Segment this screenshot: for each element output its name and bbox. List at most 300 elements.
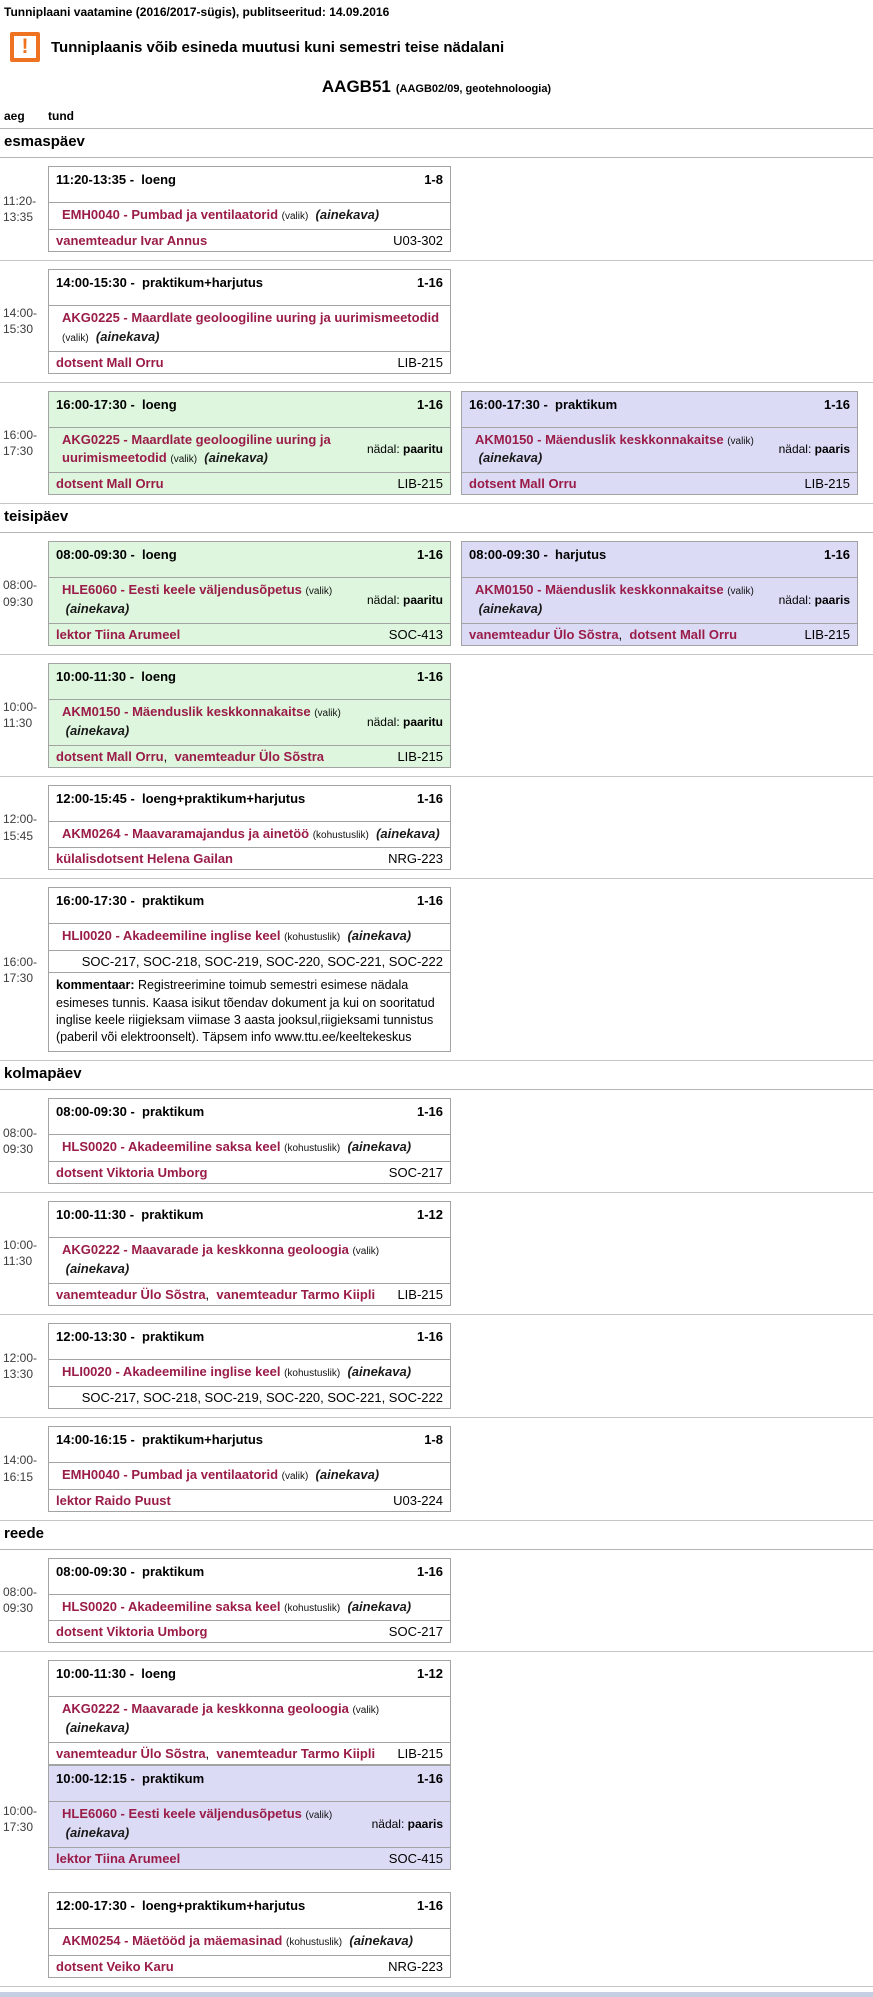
card-course-row	[49, 427, 450, 473]
slot-time	[0, 1660, 48, 1977]
card-time-range: 16:00-17:30	[469, 396, 540, 412]
card-header	[49, 270, 450, 305]
course-link[interactable]: EMH0040 - Pumbad ja ventilaatorid	[62, 207, 279, 222]
warning-icon: !	[10, 32, 40, 62]
room-label: SOC-415	[388, 1850, 443, 1866]
card-course-row	[49, 202, 450, 229]
course-link[interactable]: AKG0225 - Maardlate geoloogiline uuring ja uurimismeetodid	[62, 309, 440, 325]
week-parity-value: paaritu	[402, 442, 443, 457]
comment-label: kommentaar:	[56, 978, 138, 993]
card-header	[49, 1099, 450, 1134]
week-parity	[769, 442, 850, 456]
course-kind-label: (valik)	[62, 332, 89, 344]
card-course-row	[49, 821, 450, 848]
slot-time-line: 16:00-	[3, 954, 38, 969]
card-course-row	[49, 577, 450, 623]
card-time-type: 16:00-17:30 - loeng	[56, 396, 177, 412]
day-header-kolmapäev: kolmapäev	[0, 1061, 873, 1090]
card-lesson-type: loeng	[141, 172, 176, 187]
slot-time-line: 09:30	[3, 594, 34, 609]
slot-time-line: 11:30	[3, 1254, 33, 1269]
card-time-range: 08:00-09:30	[56, 1563, 127, 1579]
slot-row	[0, 261, 873, 383]
card-header	[49, 664, 450, 699]
course-link[interactable]: HLE6060 - Eesti keele väljendusõpetus	[62, 1806, 302, 1822]
week-parity-value: paaris	[814, 593, 850, 608]
course-link[interactable]: HLI0020 - Akadeemiline inglise keel	[62, 1363, 281, 1379]
lesson-card	[48, 1558, 451, 1644]
card-footer	[49, 1620, 450, 1642]
ainekava-link[interactable]: (ainekava)	[349, 1932, 413, 1948]
ainekava-link[interactable]: (ainekava)	[65, 1824, 130, 1840]
slot-cards-left	[48, 1201, 451, 1306]
slot-time	[0, 1323, 48, 1409]
room-label: U03-302	[393, 232, 443, 248]
lecturer-link[interactable]: lektor Raido Puust	[56, 1492, 171, 1508]
card-weeks: 1-12	[416, 1666, 443, 1682]
card-lesson-type: praktikum	[141, 1207, 204, 1223]
slot-time-line: 08:00-	[3, 1585, 38, 1600]
lecturers: vanemteadur Ülo Sõstra, vanemteadur Tarmo Kiipli	[56, 1746, 376, 1762]
card-lesson-type: loeng	[141, 1666, 176, 1682]
week-parity-label: nädal:	[366, 714, 403, 729]
week-parity-label: nädal:	[778, 442, 815, 457]
course-kind-label: (kohustuslik)	[312, 829, 369, 841]
card-lesson-type: loeng+praktikum+harjutus	[142, 790, 306, 806]
card-weeks: 1-16	[416, 668, 443, 684]
slot-row	[0, 158, 873, 261]
slot-row	[0, 1193, 873, 1315]
ainekava-link[interactable]: (ainekava)	[65, 722, 130, 738]
course-link[interactable]: AKM0150 - Mäenduslik keskkonnakaitse	[475, 582, 724, 598]
card-footer	[49, 1489, 450, 1511]
slot-cards-right	[461, 541, 858, 646]
course-info	[56, 1241, 443, 1279]
lecturer-link[interactable]: vanemteadur Ülo Sõstra	[469, 626, 619, 642]
slot-time-line: 10:00-	[3, 1803, 38, 1818]
course-kind-label: (valik)	[281, 1470, 309, 1482]
course-info	[56, 1363, 411, 1382]
room-label: SOC-217	[388, 1624, 443, 1640]
card-lesson-type: praktikum	[142, 1771, 205, 1787]
day-header-teisipäev: teisipäev	[0, 504, 873, 533]
card-time-range: 10:00-12:15	[56, 1771, 127, 1787]
slot-time-line: 16:15	[3, 1469, 34, 1484]
lesson-card	[48, 663, 451, 768]
slot-row	[0, 533, 873, 655]
card-footer	[49, 472, 450, 494]
room-label: LIB-215	[804, 626, 850, 642]
slot-time-line: 11:30	[3, 716, 33, 731]
lecturers: vanemteadur Ülo Sõstra, dotsent Mall Orru	[469, 626, 738, 642]
card-header	[49, 167, 450, 202]
lecturers	[56, 1624, 207, 1639]
lecturer-link[interactable]: dotsent Viktoria Umborg	[56, 1624, 208, 1640]
lesson-card	[48, 887, 451, 1052]
lesson-card	[48, 1892, 451, 1978]
course-link[interactable]: HLS0020 - Akadeemiline saksa keel	[62, 1598, 281, 1614]
course-kind-label: (valik)	[305, 1810, 333, 1822]
card-time-type: 12:00-13:30 - praktikum	[56, 1328, 205, 1344]
course-link[interactable]: EMH0040 - Pumbad ja ventilaatorid	[62, 1466, 279, 1482]
card-header	[49, 1766, 450, 1801]
card-lesson-type: loeng+praktikum+harjutus	[142, 1897, 306, 1913]
card-header	[49, 786, 450, 821]
ainekava-link[interactable]: (ainekava)	[65, 1260, 130, 1276]
card-header	[49, 1202, 450, 1237]
lecturer-link[interactable]: dotsent Mall Orru	[469, 476, 577, 492]
slot-time-line: 10:00-	[3, 700, 38, 715]
card-footer	[49, 745, 450, 767]
lecturers	[56, 1165, 207, 1180]
lesson-card	[48, 1765, 451, 1870]
lecturer-link[interactable]: vanemteadur Ülo Sõstra	[174, 748, 325, 764]
course-info	[56, 431, 357, 469]
rooms-list: SOC-217, SOC-218, SOC-219, SOC-220, SOC-221, SOC-222	[49, 1386, 450, 1408]
card-lesson-type: praktikum	[142, 893, 205, 909]
lesson-card	[48, 166, 451, 252]
lecturer-link[interactable]: dotsent Veiko Karu	[56, 1958, 174, 1974]
week-parity	[357, 442, 443, 456]
card-time-type: 16:00-17:30 - praktikum	[56, 893, 205, 909]
card-course-row	[49, 1928, 450, 1955]
slot-cards-left	[48, 663, 451, 768]
slot-time	[0, 1201, 48, 1306]
slot-row	[0, 777, 873, 880]
slot-cards-left	[48, 166, 451, 252]
room-label: U03-224	[393, 1492, 443, 1508]
card-time-type: 08:00-09:30 - praktikum	[56, 1563, 205, 1579]
slot-cards-left	[48, 269, 451, 374]
card-time-range: 10:00-11:30	[56, 1666, 127, 1682]
ainekava-link[interactable]: (ainekava)	[478, 601, 543, 617]
course-link[interactable]: AKM0254 - Mäetööd ja mäemasinad	[62, 1932, 283, 1948]
course-info	[56, 1700, 443, 1738]
card-weeks: 1-16	[416, 274, 443, 290]
card-header	[49, 1427, 450, 1462]
slot-cards-left	[48, 541, 451, 646]
course-info	[469, 581, 769, 619]
week-parity-value: paaritu	[402, 593, 443, 608]
slot-time	[0, 166, 48, 252]
card-weeks: 1-16	[416, 1563, 443, 1579]
lecturer-link[interactable]: dotsent Mall Orru	[56, 354, 164, 370]
lecturer-link[interactable]: dotsent Viktoria Umborg	[56, 1165, 208, 1181]
slot-time	[0, 887, 48, 1052]
slot-time	[0, 391, 48, 496]
card-lesson-type: praktikum	[142, 1328, 205, 1344]
card-weeks: 1-16	[823, 396, 850, 412]
card-course-row	[49, 1594, 450, 1621]
slot-row	[0, 879, 873, 1061]
card-header	[49, 392, 450, 427]
card-lesson-type: praktikum+harjutus	[142, 274, 264, 290]
slot-cards-left	[48, 785, 451, 871]
ainekava-link[interactable]: (ainekava)	[347, 1139, 412, 1155]
room-label: SOC-217	[388, 1165, 443, 1181]
warning-banner	[10, 32, 873, 62]
course-link[interactable]: HLS0020 - Akadeemiline saksa keel	[62, 1139, 281, 1155]
course-kind-label: (valik)	[352, 1705, 380, 1717]
lecturers	[56, 1851, 180, 1866]
day-header-reede: reede	[0, 1521, 873, 1550]
course-kind-label: (valik)	[281, 211, 309, 222]
slot-time-line: 09:30	[3, 1142, 34, 1157]
ainekava-link[interactable]: (ainekava)	[347, 1598, 412, 1614]
slot-time	[0, 1558, 48, 1644]
lecturers: dotsent Mall Orru, vanemteadur Ülo Sõstra	[56, 748, 325, 764]
ainekava-link[interactable]: (ainekava)	[376, 825, 440, 841]
card-time-type: 10:00-11:30 - loeng	[56, 1666, 176, 1682]
card-time-type: 12:00-17:30 - loeng+praktikum+harjutus	[56, 1897, 306, 1913]
card-footer	[49, 1847, 450, 1869]
card-lesson-type: praktikum	[555, 396, 618, 412]
slot-cards-left	[48, 1558, 451, 1644]
card-footer	[49, 1742, 450, 1764]
week-parity	[357, 715, 443, 729]
course-info	[56, 206, 379, 225]
lesson-card	[48, 1323, 451, 1409]
card-time-range: 16:00-17:30	[56, 893, 127, 909]
course-info	[56, 1598, 411, 1617]
card-time-range: 10:00-11:30	[56, 1207, 127, 1223]
lesson-card	[48, 269, 451, 374]
rooms-list: SOC-217, SOC-218, SOC-219, SOC-220, SOC-221, SOC-222	[49, 950, 450, 972]
lecturer-link[interactable]: dotsent Mall Orru	[56, 476, 164, 492]
ainekava-link[interactable]: (ainekava)	[315, 207, 380, 222]
course-link[interactable]: AKG0225 - Maardlate geoloogiline uuring ja uurimismeetodid	[62, 431, 331, 466]
room-label: LIB-215	[397, 354, 443, 370]
lecturer-link[interactable]: dotsent Mall Orru	[629, 626, 738, 642]
course-link[interactable]: HLE6060 - Eesti keele väljendusõpetus	[62, 582, 302, 598]
course-kind-label: (valik)	[727, 435, 754, 447]
room-label: NRG-223	[388, 851, 443, 867]
card-time-range: 10:00-11:30	[56, 668, 127, 684]
week-parity-label: nädal:	[366, 442, 403, 457]
ainekava-link[interactable]: (ainekava)	[315, 1466, 380, 1482]
lecturer-link[interactable]: vanemteadur Ivar Annus	[56, 232, 208, 248]
slot-time-line: 15:30	[3, 322, 34, 337]
column-headers	[0, 106, 873, 129]
course-link[interactable]: HLI0020 - Akadeemiline inglise keel	[62, 928, 281, 944]
lecturer-link[interactable]: külalisdotsent Helena Gailan	[56, 851, 233, 867]
lecturer-link[interactable]: lektor Tiina Arumeel	[56, 1850, 181, 1866]
card-time-type: 10:00-12:15 - praktikum	[56, 1771, 205, 1787]
card-lesson-type: harjutus	[555, 547, 607, 563]
card-weeks: 1-16	[416, 1771, 443, 1787]
card-time-range: 12:00-17:30	[56, 1897, 127, 1913]
card-course-row	[49, 1134, 450, 1161]
course-kind-label: (valik)	[305, 586, 333, 598]
card-comment: kommentaar: Registreerimine toimub semestri esimese nädala esimeses tunnis. Kaasa isikut tõendav dokument ja kui on sooritatud inglise keele riigieksam viimase 3 aasta jooksul,riigieksami tunnistus (paberil või elektroonselt). Täpsem info www.ttu.ee/keeltekeskus	[49, 972, 450, 1051]
slot-time	[0, 1426, 48, 1512]
card-header	[49, 1661, 450, 1696]
card-footer	[49, 229, 450, 251]
course-info	[56, 927, 411, 946]
lesson-card	[461, 541, 858, 646]
card-time-type: 12:00-15:45 - loeng+praktikum+harjutus	[56, 790, 306, 806]
card-course-row	[49, 1462, 450, 1489]
room-label: LIB-215	[397, 476, 443, 492]
slot-cards-left	[48, 887, 451, 1052]
card-time-range: 12:00-13:30	[56, 1328, 127, 1344]
slot-cards-left	[48, 1660, 451, 1977]
course-link[interactable]: AKM0264 - Maavaramajandus ja ainetöö	[62, 825, 310, 841]
card-course-row	[49, 1359, 450, 1386]
course-link[interactable]: AKG0222 - Maavarade ja keskkonna geoloogia	[62, 1242, 349, 1258]
column-header-tund: tund	[48, 109, 74, 123]
slot-time-line: 14:00-	[3, 1453, 38, 1468]
lecturer-link[interactable]: vanemteadur Tarmo Kiipli	[216, 1746, 376, 1762]
course-info	[56, 1805, 362, 1843]
card-footer	[462, 472, 857, 494]
week-parity-label: nädal:	[366, 593, 403, 608]
card-time-range: 14:00-16:15	[56, 1431, 127, 1447]
course-kind-label: (kohustuslik)	[284, 1602, 341, 1614]
card-time-range: 08:00-09:30	[56, 547, 127, 563]
days-container	[0, 129, 873, 1987]
slot-time-line: 17:30	[3, 970, 34, 985]
card-lesson-type: loeng	[142, 547, 177, 563]
slot-cards-right	[461, 391, 858, 496]
slot-row	[0, 1550, 873, 1653]
warning-text: Tunniplaanis võib esineda muutusi kuni semestri teise nädalani	[51, 38, 505, 56]
slot-cards-left	[48, 1426, 451, 1512]
week-parity-value: paaris	[814, 442, 850, 457]
course-kind-label: (kohustuslik)	[284, 1143, 341, 1155]
card-header	[49, 1324, 450, 1359]
day-header-esmaspäev: esmaspäev	[0, 129, 873, 158]
card-footer	[49, 351, 450, 373]
card-time-range: 12:00-15:45	[56, 790, 127, 806]
lecturers	[56, 851, 233, 866]
course-kind-label: (valik)	[314, 707, 341, 719]
group-info: (AAGB02/09, geotehnoloogia)	[395, 83, 552, 95]
card-footer	[49, 1283, 450, 1305]
card-footer	[49, 1161, 450, 1183]
course-kind-label: (kohustuslik)	[285, 1936, 343, 1948]
ainekava-link[interactable]: (ainekava)	[347, 1363, 412, 1379]
lecturer-link[interactable]: vanemteadur Ülo Sõstra	[56, 1746, 206, 1762]
course-link[interactable]: AKM0150 - Mäenduslik keskkonnakaitse	[62, 703, 311, 719]
lesson-card	[48, 541, 451, 646]
card-weeks: 1-16	[416, 396, 443, 412]
lesson-card	[48, 785, 451, 871]
slot-row	[0, 1090, 873, 1193]
slot-row	[0, 383, 873, 505]
lecturers	[56, 355, 164, 370]
ainekava-link[interactable]: (ainekava)	[95, 328, 160, 344]
card-time-type: 08:00-09:30 - praktikum	[56, 1104, 205, 1120]
slot-time-line: 15:45	[3, 828, 34, 843]
slot-row	[0, 1418, 873, 1521]
slot-time-line: 11:20-	[3, 193, 37, 208]
slot-time-line: 09:30	[3, 1601, 34, 1616]
course-kind-label: (valik)	[352, 1246, 380, 1258]
course-kind-label: (valik)	[170, 454, 198, 466]
card-weeks: 1-16	[416, 790, 443, 806]
card-time-type: 14:00-15:30 - praktikum+harjutus	[56, 274, 264, 290]
card-time-type: 10:00-11:30 - loeng	[56, 668, 176, 684]
card-time-range: 11:20-13:35	[56, 172, 127, 187]
slot-time-line: 12:00-	[3, 1350, 38, 1365]
card-footer	[49, 847, 450, 869]
card-header	[49, 542, 450, 577]
card-course-row	[49, 923, 450, 950]
card-footer	[49, 1955, 450, 1977]
card-weeks: 1-16	[416, 547, 443, 563]
room-label: SOC-413	[388, 626, 443, 642]
column-header-aeg: aeg	[4, 109, 25, 123]
ainekava-link[interactable]: (ainekava)	[347, 928, 412, 944]
lecturers	[56, 233, 207, 248]
course-info	[56, 825, 440, 844]
lecturers	[469, 476, 577, 491]
slot-time-line: 10:00-	[3, 1238, 38, 1253]
card-course-row	[49, 699, 450, 745]
slot-time-line: 17:30	[3, 443, 34, 458]
card-footer	[462, 623, 857, 645]
card-lesson-type: loeng	[142, 396, 177, 412]
lecturer-link[interactable]: dotsent Mall Orru	[56, 748, 164, 764]
card-weeks: 1-8	[424, 1431, 443, 1447]
group-code: AAGB51	[321, 77, 391, 96]
ainekava-link[interactable]: (ainekava)	[65, 601, 130, 617]
lecturer-link[interactable]: vanemteadur Ülo Sõstra	[56, 1286, 206, 1302]
card-header	[462, 542, 857, 577]
card-course-row	[49, 1237, 450, 1283]
slot-time-line: 08:00-	[3, 1126, 38, 1141]
course-info	[56, 581, 357, 619]
slot-cards-left	[48, 391, 451, 496]
ainekava-link[interactable]: (ainekava)	[478, 450, 543, 466]
course-link[interactable]: AKM0150 - Mäenduslik keskkonnakaitse	[475, 431, 724, 447]
card-time-type: 14:00-16:15 - praktikum+harjutus	[56, 1431, 264, 1447]
course-kind-label: (kohustuslik)	[284, 1367, 341, 1379]
lesson-card	[48, 1660, 451, 1765]
course-info	[56, 1138, 411, 1157]
card-time-range: 14:00-15:30	[56, 274, 127, 290]
week-parity-label: nädal:	[371, 1816, 408, 1831]
course-info	[56, 1466, 379, 1485]
card-time-type: 08:00-09:30 - loeng	[56, 547, 177, 563]
schedule-title	[0, 77, 873, 97]
card-lesson-type: loeng	[141, 668, 176, 684]
room-label: LIB-215	[397, 1286, 443, 1302]
card-weeks: 1-16	[416, 1104, 443, 1120]
week-parity	[769, 593, 850, 607]
card-time-range: 16:00-17:30	[56, 396, 127, 412]
slot-time-line: 12:00-	[3, 812, 38, 827]
slot-cards-left	[48, 1323, 451, 1409]
ainekava-link[interactable]: (ainekava)	[65, 1720, 130, 1736]
slot-row	[0, 1315, 873, 1418]
page-title: Tunniplaani vaatamine (2016/2017-sügis), publitseeritud: 14.09.2016	[4, 5, 390, 19]
slot-time	[0, 1098, 48, 1184]
ainekava-link[interactable]: (ainekava)	[204, 450, 268, 466]
slot-time-line: 08:00-	[3, 578, 38, 593]
slot-time	[0, 663, 48, 768]
lecturers	[56, 1959, 174, 1974]
slot-time-line: 17:30	[3, 1819, 34, 1834]
card-course-row	[462, 577, 857, 623]
lecturer-link[interactable]: vanemteadur Tarmo Kiipli	[216, 1286, 376, 1302]
card-time-type: 16:00-17:30 - praktikum	[469, 396, 618, 412]
course-link[interactable]: AKG0222 - Maavarade ja keskkonna geoloogia	[62, 1701, 349, 1717]
slot-row	[0, 655, 873, 777]
card-weeks: 1-12	[416, 1207, 443, 1223]
lecturer-link[interactable]: lektor Tiina Arumeel	[56, 626, 181, 642]
